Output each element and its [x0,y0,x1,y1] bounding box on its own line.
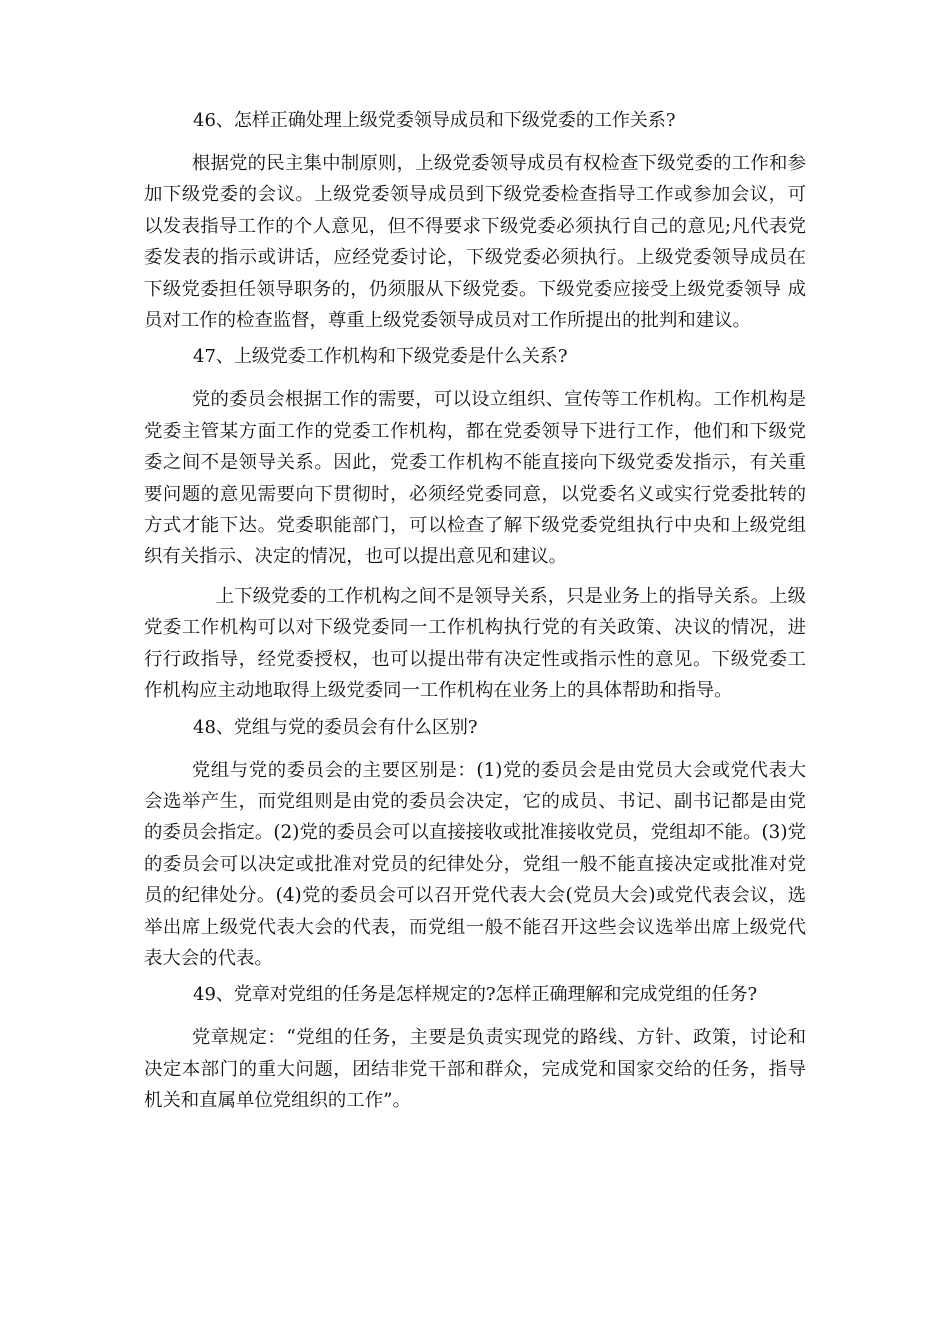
answer-47-paragraph-2: 上下级党委的工作机构之间不是领导关系，只是业务上的指导关系。上级党委工作机构可以对下级党委同一工作机构执行党的有关政策、决议的情况，进行行政指导，经党委授权，也可以提出带有决定性或指示性的意见。下级党委工作机构应主动地取得上级党委同一工作机构在业务上的具体帮助和指导。 [144,585,806,702]
answer-47-paragraph-1: 党的委员会根据工作的需要，可以设立组织、宣传等工作机构。工作机构是党委主管某方面工作的党委工作机构，都在党委领导下进行工作，他们和下级党委之间不是领导关系。因此，党委工作机构不能直接向下级党委发指示，有关重要问题的意见需要向下贯彻时，必须经党委同意，以党委名义或实行党委批转的方式才能下达。党委职能部门，可以检查了解下级党委党组执行中央和上级党组织有关指示、决定的情况，也可以提出意见和建议。 [144,389,806,568]
question-47: 47、上级党委工作机构和下级党委是什么关系? [193,346,568,368]
question-46: 46、怎样正确处理上级党委领导成员和下级党委的工作关系? [193,110,676,131]
question-49: 49、党章对党组的任务是怎样规定的?怎样正确理解和完成党组的任务? [193,984,758,1006]
document-page [144,108,806,1117]
question-48: 48、党组与党的委员会有什么区别? [193,716,478,738]
answer-48-paragraph: 党组与党的委员会的主要区别是：(1)党的委员会是由党员大会或党代表大会选举产生，而党组则是由党的委员会决定，它的成员、书记、副书记都是由党的委员会指定。(2)党的委员会可以直接接收或批准接收党员，党组却不能。(3)党的委员会可以决定或批准对党员的纪律处分，党组一般不能直接决定或批准对党员的纪律处分。(4)党的委员会可以召开党代表大会(党员大会)或党代表会议，选举出席上级党代表大会的代表，而党组一般不能召开这些会议选举出席上级党代表大会的代表。 [144,759,806,969]
answer-49-paragraph: 党章规定：“党组的任务，主要是负责实现党的路线、方针、政策，讨论和决定本部门的重大问题，团结非党干部和群众，完成党和国家交给的任务，指导机关和直属单位党组织的工作”。 [144,1027,806,1112]
answer-46-paragraph: 根据党的民主集中制原则，上级党委领导成员有权检查下级党委的工作和参加下级党委的会议。上级党委领导成员到下级党委检查指导工作或参加会议，可以发表指导工作的个人意见，但不得要求下级党委必须执行自己的意见;凡代表党委发表的指示或讲话，应经党委讨论，下级党委必须执行。上级党委领导成员在下级党委担任领导职务的，仍须服从下级党委。下级党委应接受上级党委领导 成员对工作的检查监督，尊重上级党委领导成员对工作所提出的批判和建议。 [144,153,806,332]
